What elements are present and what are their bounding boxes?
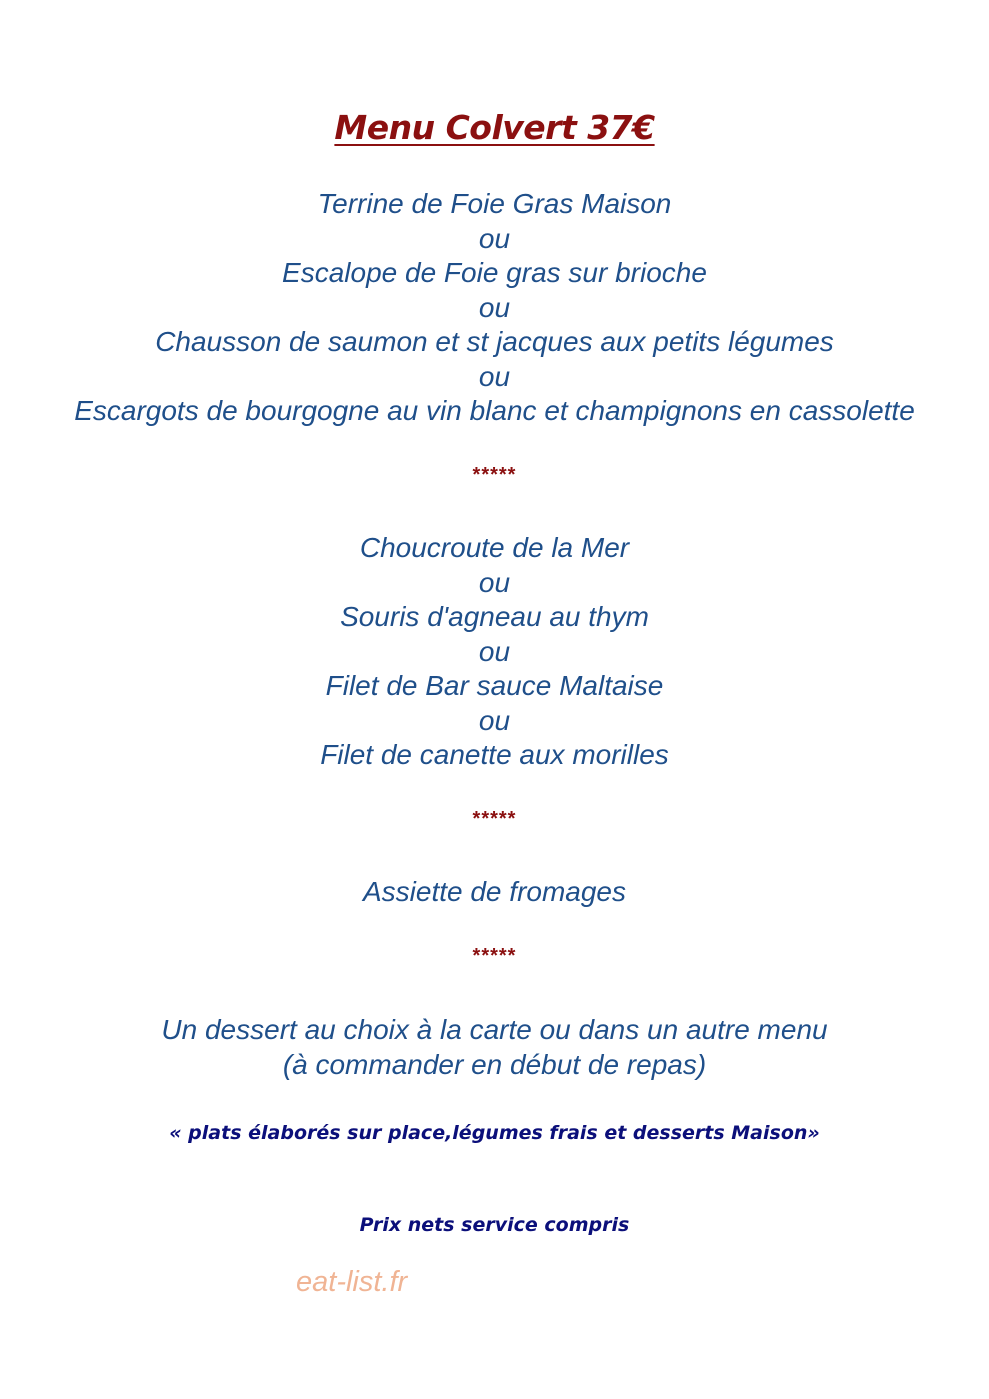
main-item: Choucroute de la Mer	[359, 532, 630, 563]
main-item: Souris d'agneau au thym	[340, 601, 649, 632]
or-separator: ou	[478, 636, 511, 667]
course-separator: *****	[472, 945, 517, 967]
menu-title: Menu Colvert 37€	[334, 108, 655, 147]
dessert-item: Un dessert au choix à la carte ou dans un autre menu	[161, 1014, 828, 1045]
or-separator: ou	[478, 223, 511, 254]
watermark: eat-list.fr	[296, 1266, 408, 1298]
dessert-note: (à commander en début de repas)	[282, 1049, 707, 1080]
or-separator: ou	[478, 705, 511, 736]
main-item: Filet de Bar sauce Maltaise	[325, 670, 664, 701]
or-separator: ou	[478, 361, 511, 392]
course-separator: *****	[472, 464, 517, 486]
cheese-item: Assiette de fromages	[362, 876, 627, 907]
course-separator: *****	[472, 808, 517, 830]
main-item: Filet de canette aux morilles	[320, 739, 669, 770]
house-made-note: « plats élaborés sur place,légumes frais et desserts Maison»	[169, 1122, 820, 1144]
starter-item: Chausson de saumon et st jacques aux petits légumes	[155, 326, 834, 357]
starter-item: Escargots de bourgogne au vin blanc et champignons en cassolette	[74, 395, 915, 426]
starter-item: Escalope de Foie gras sur brioche	[282, 257, 707, 288]
or-separator: ou	[478, 292, 511, 323]
or-separator: ou	[478, 567, 511, 598]
price-note: Prix nets service compris	[359, 1214, 630, 1236]
starter-item: Terrine de Foie Gras Maison	[317, 188, 672, 219]
